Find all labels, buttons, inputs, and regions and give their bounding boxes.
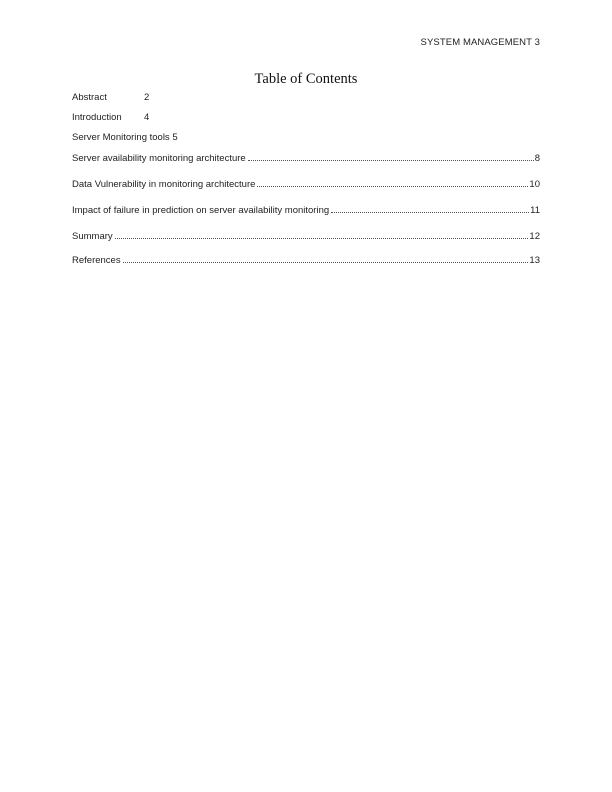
toc-entry-label: References [72,255,121,266]
toc-entry-page: 13 [529,255,540,266]
toc-entry-page: 4 [144,112,150,123]
toc-entry-label: Data Vulnerability in monitoring architecture [72,179,256,190]
toc-entry-data-vulnerability[interactable] [72,178,540,190]
toc-entry-introduction[interactable] [72,112,540,124]
toc-entry-label: Server availability monitoring architecture [72,153,246,164]
dot-leader [331,204,529,213]
toc-entry-page: 8 [534,153,540,164]
toc-entry-page: 12 [529,231,540,242]
toc-entry-server-availability-architecture[interactable] [72,152,540,164]
toc-entry-page: 2 [144,92,150,103]
toc-entry-abstract[interactable] [72,92,540,104]
toc-entry-page: 10 [529,179,540,190]
toc-entry-label: Summary [72,231,113,242]
dot-leader [248,152,534,161]
dot-leader [257,178,528,187]
toc-entry-page: 11 [530,205,540,216]
running-head: SYSTEM MANAGEMENT 3 [420,37,540,48]
toc-entry-label: Impact of failure in prediction on server availability monitoring [72,205,330,216]
toc-entry-label: Abstract [72,92,107,103]
toc-entry-label: Server Monitoring tools [72,132,170,143]
toc-entry-label: Introduction [72,112,122,123]
toc-entry-summary[interactable] [72,230,540,242]
toc-title: Table of Contents [254,71,358,87]
toc-entry-references[interactable] [72,254,540,266]
dot-leader [123,254,529,263]
dot-leader [115,230,529,239]
toc-entry-page: 5 [172,132,178,143]
toc-entry-impact-of-failure[interactable] [72,204,540,216]
toc-entry-server-monitoring-tools[interactable] [72,132,540,144]
